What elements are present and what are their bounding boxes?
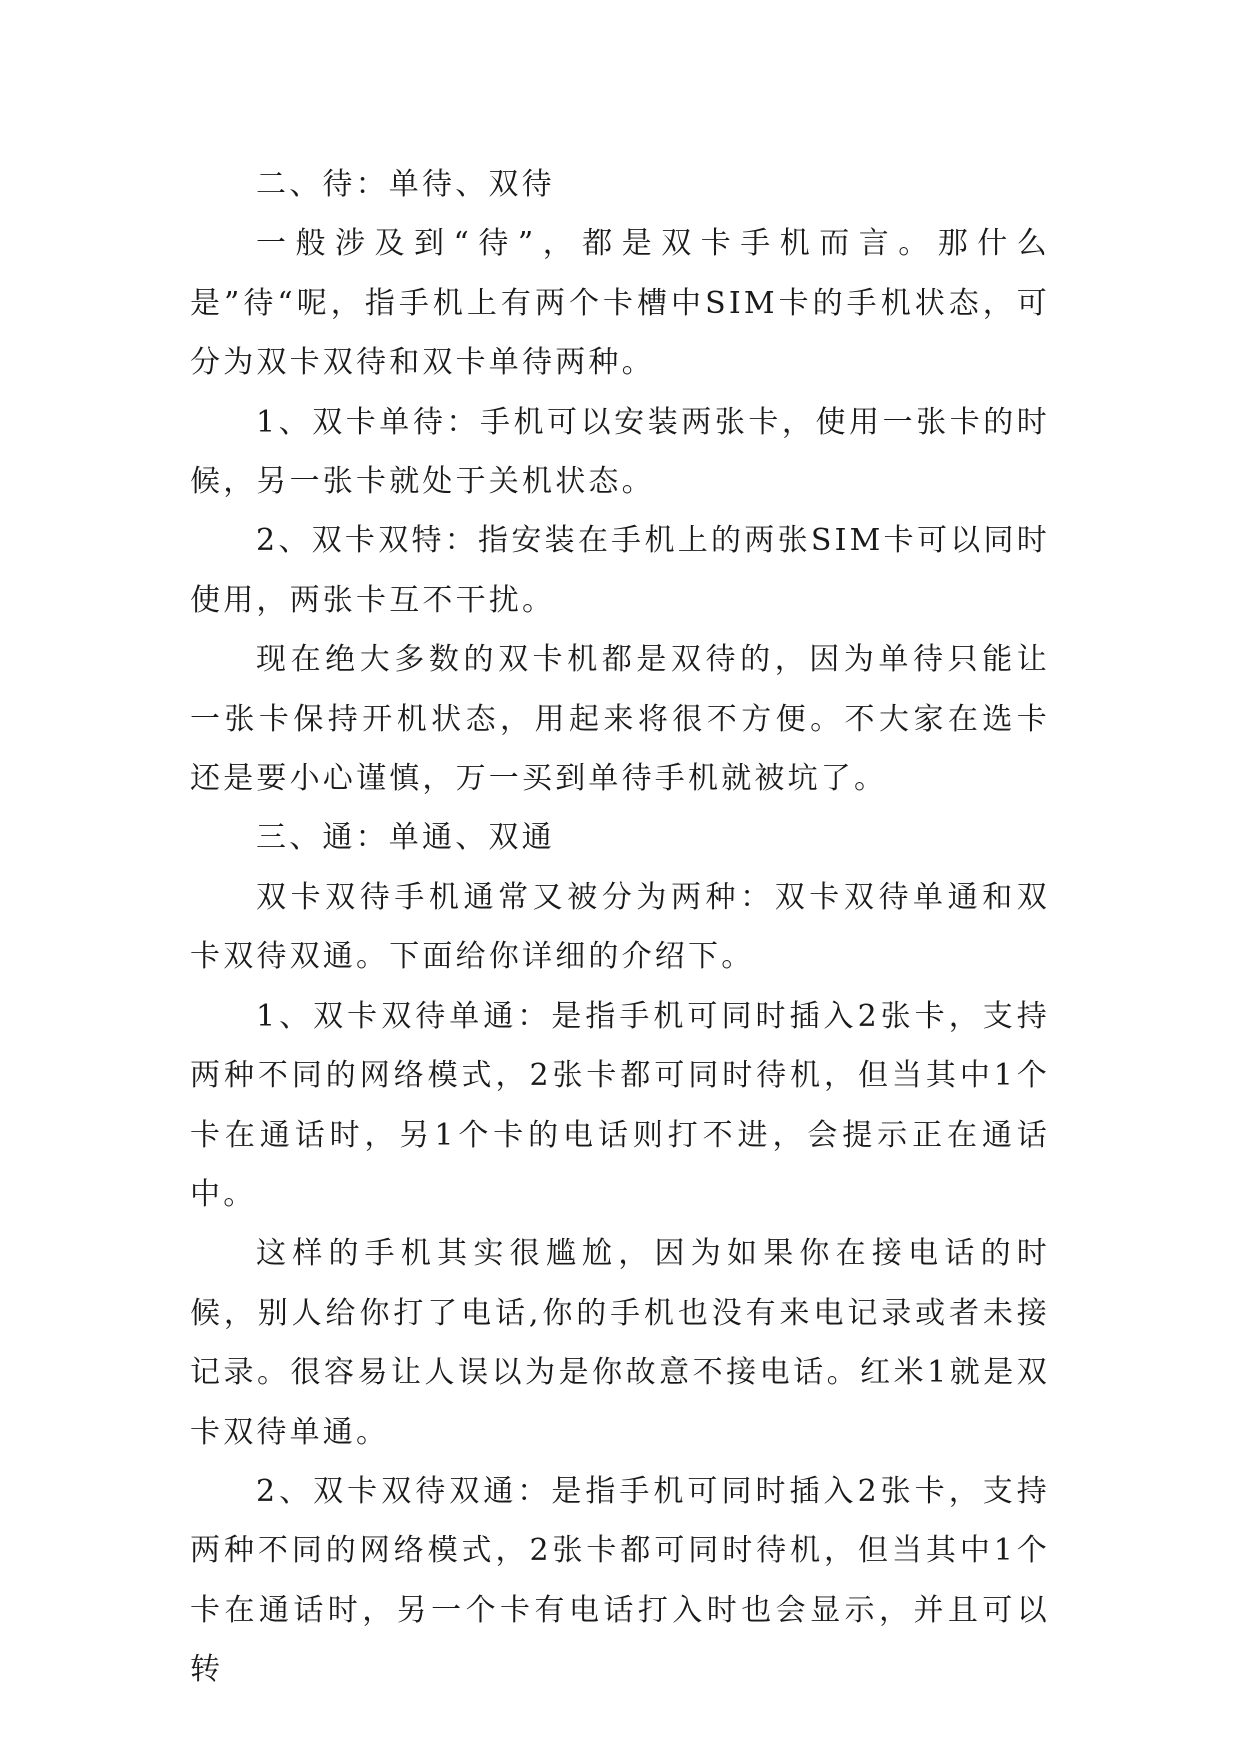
paragraph-single-call-note: 这样的手机其实很尴尬，因为如果你在接电话的时候，别人给你打了电话,你的手机也没有来电记录或者未接记录。很容易让人误以为是你故意不接电话。红米1就是双卡双待单通。 (190, 1236, 1050, 1450)
section-heading-call: 三、通：单通、双通 (256, 820, 555, 856)
paragraph-dual-sim-single-standby: 1、双卡单待：手机可以安装两张卡，使用一张卡的时候，另一张卡就处于关机状态。 (190, 404, 1050, 500)
paragraph-standby-intro: 一般涉及到“待”，都是双卡手机而言。那什么是”待“呢，指手机上有两个卡槽中SIM卡的手机状态，可分为双卡双待和双卡单待两种。 (190, 226, 1050, 381)
paragraph-dual-call: 2、双卡双待双通：是指手机可同时插入2张卡，支持两种不同的网络模式，2张卡都可同时待机，但当其中1个卡在通话时，另一个卡有电话打入时也会显示，并且可以转 (190, 1473, 1050, 1688)
section-heading-standby: 二、待：单待、双待 (256, 167, 555, 202)
paragraph-dual-sim-dual-standby: 2、双卡双特：指安装在手机上的两张SIM卡可以同时使用，两张卡互不干扰。 (190, 523, 1050, 618)
body-text (190, 155, 1050, 1700)
paragraph-standby-advice: 现在绝大多数的双卡机都是双待的，因为单待只能让一张卡保持开机状态，用起来将很不方便。不大家在选卡还是要小心谨慎，万一买到单待手机就被坑了。 (190, 642, 1050, 797)
paragraph-call-intro: 双卡双待手机通常又被分为两种：双卡双待单通和双卡双待双通。下面给你详细的介绍下。 (190, 879, 1050, 975)
paragraph-single-call: 1、双卡双待单通：是指手机可同时插入2张卡，支持两种不同的网络模式，2张卡都可同时待机，但当其中1个卡在通话时，另1个卡的电话则打不进，会提示正在通话中。 (190, 998, 1050, 1212)
